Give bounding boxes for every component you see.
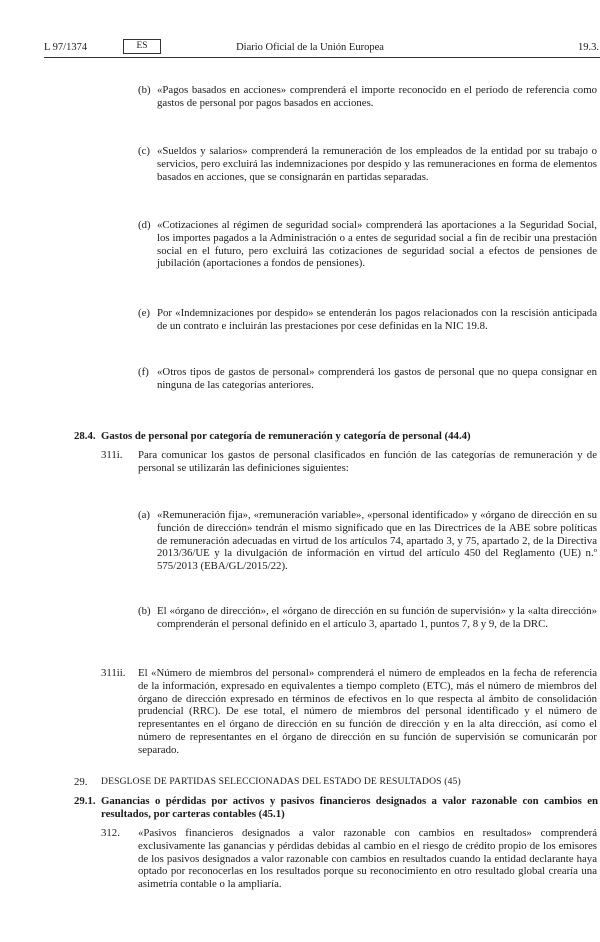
para-number-311ii: 311ii. bbox=[101, 667, 126, 679]
item-text-311i-b: El «órgano de dirección», el «órgano de dirección en su función de supervisión» y la «alta dirección» comprenderán el personal definido en el artículo 3, apartado 1, puntos 7, 8 y 9, de la DRC. bbox=[157, 605, 597, 630]
item-text-c: «Sueldos y salarios» comprenderá la remuneración de los empleados de la entidad por su trabajo o servicios, pero excluirá las indemnizaciones por despido y las remuneraciones en forma de elementos basados en acciones, que se consignarán en partidas separadas. bbox=[157, 145, 597, 183]
para-text-311ii: El «Número de miembros del personal» comprenderá el número de empleados en la fecha de referencia de la información, expresado en equivalentes a tiempo completo (ETC), más el número de miembros del órgano de dirección expresado en términos de efectivos en lo que respecta al ámbito de consolidación prudencial (RRC). De ese total, el número de miembros del personal identificado y el número de representantes en el órgano de dirección en su función de dirección y en la alta dirección, así como el número de representantes en el órgano de dirección en su función de supervisión se comunicarán por separado. bbox=[138, 667, 597, 756]
section-number-29-1: 29.1. bbox=[74, 795, 96, 807]
item-text-e: Por «Indemnizaciones por despido» se entenderán los pagos relacionados con la rescisión anticipada de un contrato e incluirán las prestaciones por cese definidas en la NIC 19.8. bbox=[157, 307, 597, 332]
item-text-b: «Pagos basados en acciones» comprenderá el importe reconocido en el período de referencia como gastos de personal por pagos basados en acciones. bbox=[157, 84, 597, 109]
language-badge: ES bbox=[123, 39, 161, 54]
item-label-311i-a: (a) bbox=[138, 509, 150, 521]
item-label-b: (b) bbox=[138, 84, 151, 96]
para-text-312: «Pasivos financieros designados a valor razonable con cambios en resultados» comprenderá exclusivamente las ganancias y pérdidas debidas al cambio en el riesgo de crédito propio de los emisores de los pasivos designados a valor razonable con cambios en resultados cuando la entidad declarante haya optado por reconocerlas en los resultados porque su reconocimiento en otro resultado global crearía una asimetría contable o la ampliaría. bbox=[138, 827, 597, 891]
item-label-311i-b: (b) bbox=[138, 605, 151, 617]
section-number-29: 29. bbox=[74, 776, 88, 788]
item-text-f: «Otros tipos de gastos de personal» comprenderá los gastos de personal que no quepa consignar en ninguna de las categorías anteriores. bbox=[157, 366, 597, 391]
section-title-29-1: Ganancias o pérdidas por activos y pasivos financieros designados a valor razonable con cambios en resultados, por carteras contables (45.1) bbox=[101, 795, 598, 820]
section-title-28-4: Gastos de personal por categoría de remuneración y categoría de personal (44.4) bbox=[101, 430, 471, 442]
section-number-28-4: 28.4. bbox=[74, 430, 96, 442]
item-label-c: (c) bbox=[138, 145, 150, 157]
section-title-29: DESGLOSE DE PARTIDAS SELECCIONADAS DEL ESTADO DE RESULTADOS (45) bbox=[101, 776, 461, 787]
item-text-d: «Cotizaciones al régimen de seguridad social» comprenderá las aportaciones a la Seguridad Social, los importes pagados a la Administración o a entes de seguridad social a fin de recibir una prestación social en el futuro, pero excluirá las cotizaciones de seguridad social a efectos de pensiones de jubilación (aportaciones a fondos de pensiones). bbox=[157, 219, 597, 270]
item-text-311i-a: «Remuneración fija», «remuneración variable», «personal identificado» y «órgano de dirección en su función de dirección» tendrán el mismo significado que en las Directrices de la ABE sobre políticas de remuneración adecuadas en virtud de los artículos 74, apartado 3, y 75, apartado 2, de la Directiva 2013/36/UE y la divulgación de información en virtud del artículo 450 del Reglamento (UE) n.º 575/2013 (EBA/GL/2015/22). bbox=[157, 509, 597, 573]
para-text-311i: Para comunicar los gastos de personal clasificados en función de las categorías de remuneración y de personal se utilizarán las definiciones siguientes: bbox=[138, 449, 597, 474]
journal-reference: L 97/1374 bbox=[44, 42, 88, 53]
para-number-311i: 311i. bbox=[101, 449, 123, 461]
header-rule bbox=[44, 57, 600, 58]
item-label-e: (e) bbox=[138, 307, 150, 319]
item-label-d: (d) bbox=[138, 219, 151, 231]
publication-date: 19.3. bbox=[578, 42, 599, 53]
item-label-f: (f) bbox=[138, 366, 149, 378]
journal-title: Diario Oficial de la Unión Europea bbox=[236, 42, 384, 53]
para-number-312: 312. bbox=[101, 827, 120, 839]
